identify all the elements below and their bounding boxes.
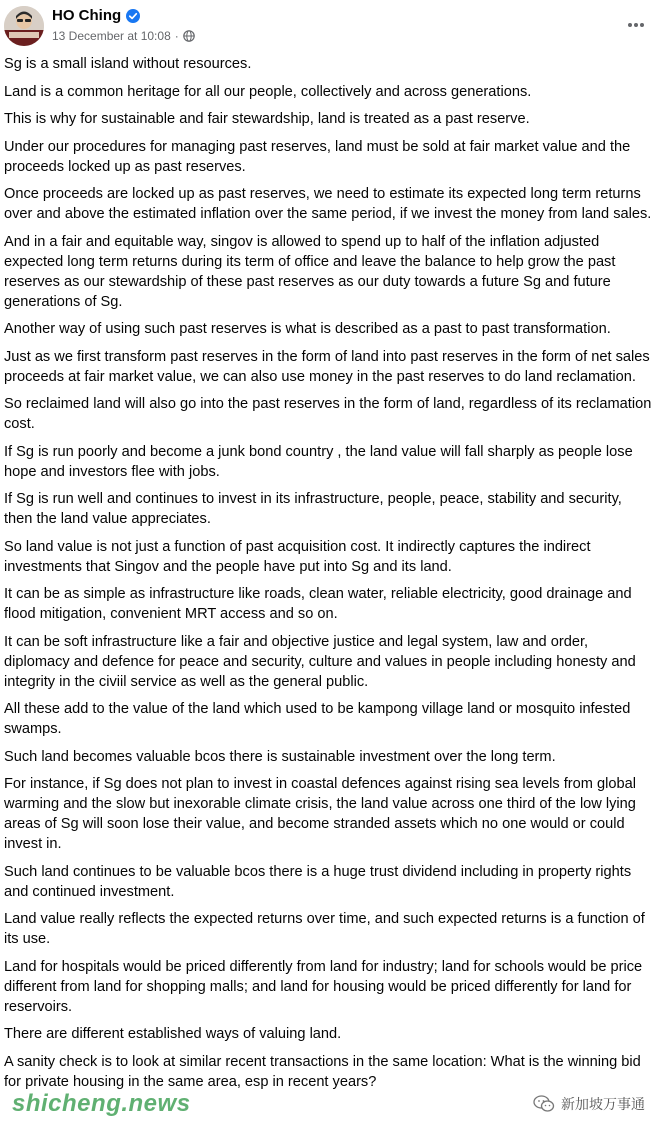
paragraph: Such land continues to be valuable bcos there is a huge trust dividend including in property rights and continued investment. [4,863,632,900]
paragraph: If Sg is run poorly and become a junk bond country , the land value will fall sharply as people lose hope and investors flee with jobs. [4,443,633,480]
verified-badge-icon [126,9,140,23]
globe-icon[interactable] [183,30,195,42]
paragraph: It can be soft infrastructure like a fair and objective justice and legal system, law and order, diplomacy and defence for peace and security, culture and values in people including honesty and integrity in the civiil service as well as the general public. [4,633,636,690]
paragraph: It can be as simple as infrastructure like roads, clean water, reliable electricity, good drainage and flood mitigation, convenient MRT access and so on. [4,586,632,622]
wechat-icon [533,1095,555,1113]
paragraph: Sg is a small island without resources. [4,56,252,72]
paragraph: Just as we first transform past reserves in the form of land into past reserves in the form of net sales proceeds at fair market value, we can also use money in the past reserves to do land reclamation. [4,348,650,385]
watermark-account-name: 新加坡万事通 [561,1096,645,1112]
post-meta [52,29,195,43]
post-body [4,54,654,1099]
paragraph: So land value is not just a function of past acquisition cost. It indirectly captures the indirect investments that Singov and the people have put into Sg and its land. [4,538,591,575]
more-options-icon[interactable] [625,14,647,36]
author-line [52,7,140,25]
paragraph: Once proceeds are locked up as past reserves, we need to estimate its expected long term returns over and above the estimated inflation over the same period, if we invest the money from land sales. [4,186,652,222]
author-name[interactable]: HO Ching [52,7,122,24]
author-avatar[interactable] [4,6,44,46]
post-timestamp[interactable]: 13 December at 10:08 [52,29,171,43]
paragraph: Land is a common heritage for all our people, collectively and across generations. [4,83,532,100]
meta-separator: · [174,29,179,43]
paragraph: So reclaimed land will also go into the past reserves in the form of land, regardless of its reclamation cost. [4,396,652,432]
paragraph: Such land becomes valuable bcos there is sustainable investment over the long term. [4,748,556,765]
paragraph: Another way of using such past reserves is what is described as a past to past transformation. [4,321,611,337]
watermark-account [531,1094,647,1114]
paragraph: Under our procedures for managing past reserves, land must be sold at fair market value and the proceeds locked up as past reserves. [4,138,631,175]
paragraph: Land for hospitals would be priced differently from land for industry; land for schools would be price different from land for shopping malls; and land for housing would be priced differently for land for reservoirs. [4,958,643,1015]
paragraph: All these add to the value of the land which used to be kampong village land or mosquito infested swamps. [4,701,631,737]
paragraph: There are different established ways of valuing land. [4,1026,342,1042]
paragraph: If Sg is run well and continues to invest in its infrastructure, people, peace, stability and security, then the land value appreciates. [4,491,622,527]
post-header [0,0,661,56]
paragraph: For instance, if Sg does not plan to invest in coastal defences against rising sea levels from global warming and the slow but inexorable climate crisis, the land value across one third of the low lying areas of Sg will soon lose their value, and become stranded assets which no one would or could invest in. [4,776,636,852]
watermark-site: shicheng.news [12,1090,191,1117]
paragraph: Land value really reflects the expected returns over time, and such expected returns is a function of its use. [4,911,645,947]
paragraph: A sanity check is to look at similar recent transactions in the same location: What is the winning bid for private housing in the same area, esp in recent years? [4,1053,641,1090]
paragraph: And in a fair and equitable way, singov is allowed to spend up to half of the inflation adjusted expected long term returns during its term of office and leave the balance to help grow the past reserves as our stewardship of these past reserves as our duty towards a future Sg and future generations of Sg. [4,233,616,310]
paragraph: This is why for sustainable and fair stewardship, land is treated as a past reserve. [4,111,530,127]
